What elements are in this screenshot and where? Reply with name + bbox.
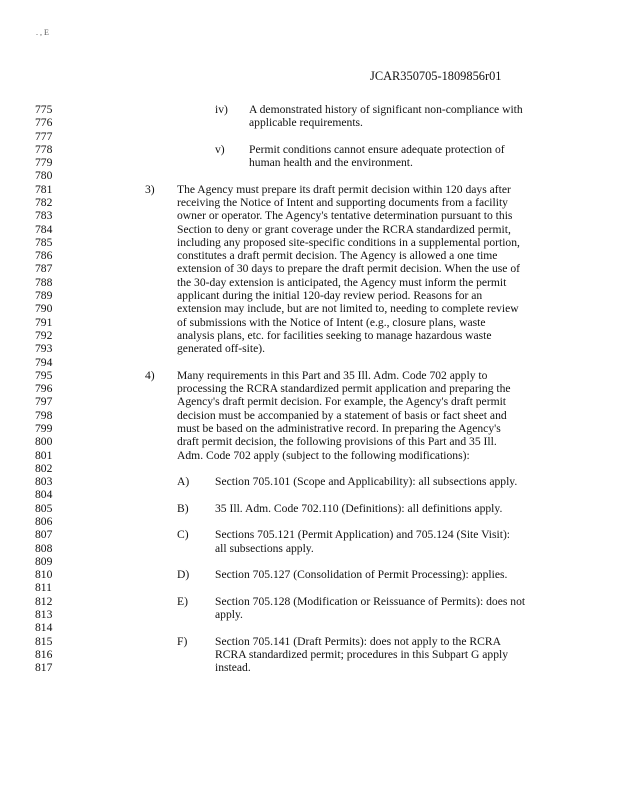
list-marker: C) <box>177 528 189 542</box>
line-number: 789 <box>35 289 53 303</box>
text-line: Permit conditions cannot ensure adequate protection of <box>249 142 505 156</box>
line-number: 788 <box>35 275 53 289</box>
list-marker: 3) <box>145 182 155 196</box>
text-line: Section 705.128 (Modification or Reissuance of Permits): does not <box>215 594 526 608</box>
list-marker: v) <box>215 142 225 156</box>
line-number: 796 <box>35 382 53 396</box>
text-line: Many requirements in this Part and 35 Ill. Adm. Code 702 apply to <box>177 368 488 382</box>
line-number: 800 <box>35 435 53 449</box>
list-marker: 4) <box>145 368 155 382</box>
text-line: 35 Ill. Adm. Code 702.110 (Definitions): all definitions apply. <box>215 501 503 515</box>
text-line: RCRA standardized permit; procedures in this Subpart G apply <box>215 647 509 661</box>
line-number: 801 <box>35 448 53 462</box>
line-number: 787 <box>35 262 53 276</box>
text-line: Section 705.127 (Consolidation of Permit Processing): applies. <box>215 568 508 582</box>
text-line: Sections 705.121 (Permit Application) and 705.124 (Site Visit): <box>215 528 511 542</box>
text-line: all subsections apply. <box>215 541 314 555</box>
text-line: Section to deny or grant coverage under the RCRA standardized permit, <box>177 222 511 236</box>
corner-mark: . , E <box>36 28 49 37</box>
text-line: of submissions with the Notice of Intent (e.g., closure plans, waste <box>177 315 486 329</box>
line-number: 782 <box>35 196 53 210</box>
line-number: 813 <box>35 608 53 622</box>
text-line: owner or operator. The Agency's tentative determination pursuant to this <box>177 209 513 223</box>
line-number: 785 <box>35 235 53 249</box>
line-number: 781 <box>35 182 53 196</box>
line-number: 799 <box>35 421 53 435</box>
text-line: receiving the Notice of Intent and supporting documents from a facility <box>177 196 508 210</box>
text-line: decision must be accompanied by a statement of basis or fact sheet and <box>177 408 507 422</box>
text-line: processing the RCRA standardized permit application and preparing the <box>177 382 511 396</box>
line-number: 807 <box>35 528 53 542</box>
line-number: 790 <box>35 302 53 316</box>
document-id: JCAR350705-1809856r01 <box>370 69 502 83</box>
line-number: 793 <box>35 342 53 356</box>
line-number: 817 <box>35 661 53 675</box>
line-number: 798 <box>35 408 53 422</box>
text-line: including any proposed site-specific conditions in a supplemental portion, <box>177 235 520 249</box>
text-line: constitutes a draft permit decision. The Agency is allowed a one time <box>177 249 498 263</box>
text-line: A demonstrated history of significant non-compliance with <box>249 103 523 116</box>
line-number: 804 <box>35 488 53 502</box>
text-line: draft permit decision, the following provisions of this Part and 35 Ill. <box>177 435 497 449</box>
text-line: extension may include, but are not limited to, needing to complete review <box>177 302 519 316</box>
line-number: 797 <box>35 395 53 409</box>
line-number: 809 <box>35 554 53 568</box>
text-line: generated off-site). <box>177 342 265 356</box>
line-number: 775 <box>35 103 53 116</box>
line-number: 791 <box>35 315 53 329</box>
line-number: 808 <box>35 541 53 555</box>
text-line: analysis plans, etc. for facilities seeking to manage hazardous waste <box>177 328 492 342</box>
text-line: the 30-day extension is anticipated, the Agency must inform the permit <box>177 275 507 289</box>
list-marker: iv) <box>215 103 228 116</box>
text-line: human health and the environment. <box>249 156 413 170</box>
text-line: instead. <box>215 661 251 675</box>
line-number: 795 <box>35 368 53 382</box>
line-number: 777 <box>35 129 53 143</box>
line-number: 783 <box>35 209 53 223</box>
line-number: 803 <box>35 475 53 489</box>
line-number: 814 <box>35 621 53 635</box>
text-line: apply. <box>215 608 243 622</box>
line-number: 776 <box>35 116 53 130</box>
line-number: 815 <box>35 634 53 648</box>
line-number: 812 <box>35 594 53 608</box>
line-number: 806 <box>35 514 53 528</box>
line-number: 779 <box>35 156 53 170</box>
list-marker: A) <box>177 475 190 489</box>
line-number: 792 <box>35 328 53 342</box>
list-marker: F) <box>177 634 188 648</box>
text-line: Agency's draft permit decision. For example, the Agency's draft permit <box>177 395 507 409</box>
line-number: 805 <box>35 501 53 515</box>
list-marker: E) <box>177 594 188 608</box>
line-number: 786 <box>35 249 53 263</box>
line-number: 778 <box>35 142 53 156</box>
line-number: 810 <box>35 568 53 582</box>
text-line: Section 705.101 (Scope and Applicability): all subsections apply. <box>215 475 518 489</box>
text-line: applicant during the initial 120-day review period. Reasons for an <box>177 289 483 303</box>
text-line: must be based on the administrative record. In preparing the Agency's <box>177 421 501 435</box>
text-line: extension of 30 days to prepare the draft permit decision. When the use of <box>177 262 520 276</box>
list-marker: D) <box>177 568 190 582</box>
line-number: 784 <box>35 222 53 236</box>
line-number: 816 <box>35 647 53 661</box>
text-line: applicable requirements. <box>249 116 363 130</box>
text-line: Section 705.141 (Draft Permits): does not apply to the RCRA <box>215 634 501 648</box>
text-line: Adm. Code 702 apply (subject to the following modifications): <box>177 448 470 462</box>
text-line: The Agency must prepare its draft permit decision within 120 days after <box>177 182 511 196</box>
line-number: 811 <box>35 581 52 595</box>
line-number: 780 <box>35 169 53 183</box>
line-number: 802 <box>35 461 53 475</box>
list-marker: B) <box>177 501 189 515</box>
line-number: 794 <box>35 355 53 369</box>
